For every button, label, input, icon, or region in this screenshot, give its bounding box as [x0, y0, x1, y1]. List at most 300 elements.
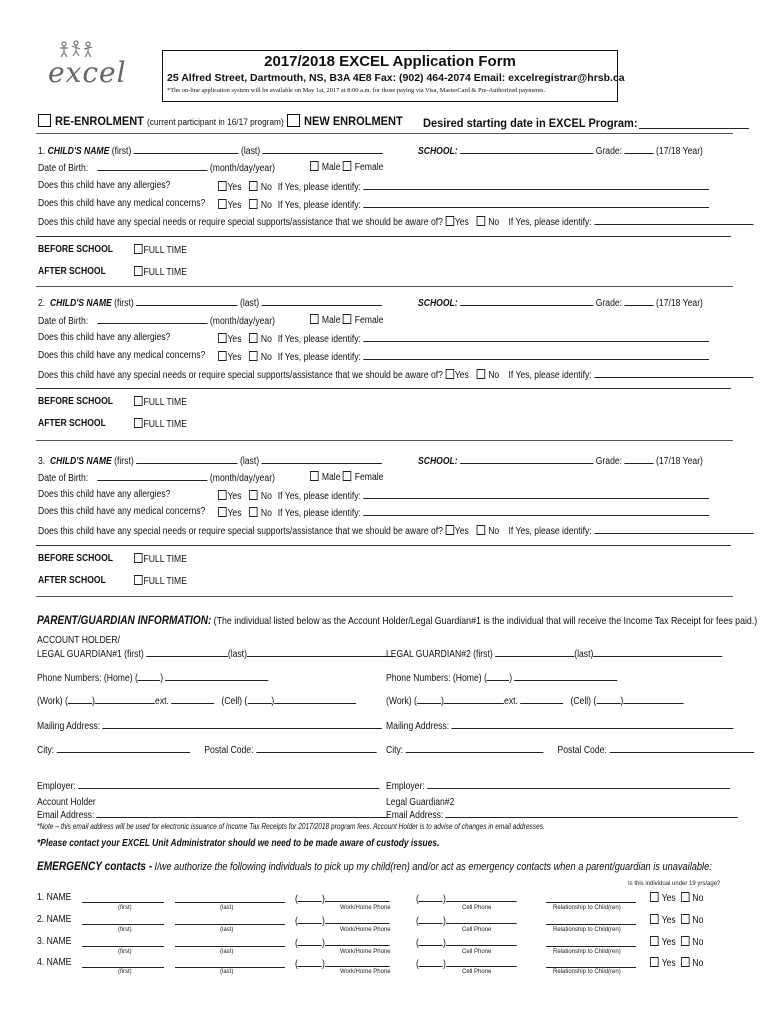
cell-phone-label: (Cell) ( — [221, 696, 248, 707]
relationship-caption: Relationship to Child(ren) — [553, 927, 621, 933]
lg1-first-input[interactable] — [146, 647, 228, 657]
after-school-option[interactable] — [134, 575, 187, 587]
after-fulltime-checkbox[interactable] — [134, 266, 143, 276]
allergies-yes-checkbox[interactable] — [218, 333, 227, 343]
email-address-label: Email Address: — [386, 810, 444, 821]
lg2-city-input[interactable] — [406, 743, 544, 753]
no-label: No — [260, 182, 272, 193]
custody-note: *Please contact your EXCEL Unit Administrator should we need to be made aware of custody issues. — [37, 838, 440, 849]
cell-phone-caption: Cell Phone — [462, 927, 492, 933]
school-label: SCHOOL: — [418, 298, 458, 309]
fulltime-label: FULL TIME — [143, 267, 187, 278]
yes-label: Yes — [227, 352, 242, 363]
dob-format: (month/day/year) — [209, 163, 275, 174]
lg1-employer-input[interactable] — [78, 779, 379, 789]
contact-work-phone-input[interactable] — [325, 914, 390, 924]
dob-input[interactable] — [97, 161, 207, 171]
dob-row — [38, 471, 275, 484]
email-note-row — [37, 822, 656, 831]
gender-row — [310, 314, 383, 326]
last-label: (last) — [574, 649, 594, 660]
lg1-employer-row — [37, 779, 379, 792]
school-label: SCHOOL: — [418, 456, 458, 467]
special-needs-row — [38, 215, 753, 228]
emergency-heading-row — [37, 859, 770, 873]
child-number: 1. — [38, 146, 46, 157]
contact-cell-area-input[interactable] — [419, 936, 443, 946]
contact-cell-area-input[interactable] — [419, 957, 443, 967]
allergies-identify-input[interactable] — [363, 489, 709, 499]
yes-label: Yes — [661, 915, 676, 926]
lg1-label: LEGAL GUARDIAN#1 (first) — [37, 649, 144, 660]
work-phone-caption: Work/Home Phone — [340, 905, 391, 911]
lg2-first-input[interactable] — [495, 647, 574, 657]
parent-heading-note: (The individual listed below as the Account Holder/Legal Guardian#1 is the individual that will receive the Income Tax Receipt for fees paid.) — [213, 615, 758, 627]
yes-label: Yes — [454, 526, 469, 537]
after-school-label: AFTER SCHOOL — [38, 418, 106, 429]
medical-yes-checkbox[interactable] — [218, 351, 227, 361]
fulltime-label: FULL TIME — [143, 576, 187, 587]
name-label: NAME — [46, 957, 72, 968]
male-checkbox[interactable] — [310, 161, 319, 171]
no-label: No — [692, 915, 704, 926]
new-enrolment-option[interactable] — [287, 114, 411, 128]
dob-row — [38, 314, 275, 327]
first-label: (first) — [114, 298, 134, 309]
allergies-identify-input[interactable] — [363, 332, 709, 342]
child-last-name-input[interactable] — [261, 454, 381, 464]
under19-no-checkbox[interactable] — [681, 914, 690, 924]
last-label: (last) — [241, 146, 261, 157]
identify-label: If Yes, please identify: — [277, 491, 361, 502]
grade-label: Grade: — [595, 146, 623, 157]
under19-no-checkbox[interactable] — [681, 892, 690, 902]
divider — [36, 440, 733, 441]
special-needs-row — [38, 368, 753, 381]
contact-relationship-input[interactable] — [546, 958, 636, 968]
yes-label: Yes — [227, 508, 242, 519]
identify-label: If Yes, please identify: — [277, 182, 361, 193]
contact-first-input[interactable] — [82, 893, 164, 903]
identify-label: If Yes, please identify: — [508, 217, 592, 228]
contact-cell-area-input[interactable] — [419, 914, 443, 924]
contact-last-input[interactable] — [175, 937, 285, 947]
postal-label: Postal Code: — [204, 745, 254, 756]
after-fulltime-checkbox[interactable] — [134, 418, 143, 428]
no-label: No — [488, 526, 500, 537]
allergies-yes-checkbox[interactable] — [218, 490, 227, 500]
name-label: NAME — [46, 892, 72, 903]
lg2-mailing-input[interactable] — [451, 719, 733, 729]
lg1-work-area-input[interactable] — [68, 694, 92, 704]
no-label: No — [692, 937, 704, 948]
female-checkbox[interactable] — [343, 471, 352, 481]
dob-label: Date of Birth: — [38, 473, 89, 484]
no-label: No — [488, 217, 500, 228]
re-enrolment-checkbox[interactable] — [38, 114, 51, 127]
lg1-cell-area-input[interactable] — [247, 694, 271, 704]
re-enrolment-note: (current participant in 16/17 program) — [147, 117, 284, 127]
child-name-label: CHILD'S NAME — [49, 456, 112, 467]
special-needs-continuation-line[interactable] — [36, 545, 731, 546]
lg2-postal-input[interactable] — [609, 743, 753, 753]
row-number: 1. — [37, 892, 45, 903]
cell-phone-caption: Cell Phone — [462, 969, 492, 975]
fulltime-label: FULL TIME — [143, 419, 187, 430]
start-date-label: Desired starting date in EXCEL Program: — [423, 116, 638, 130]
identify-label: If Yes, please identify: — [277, 352, 361, 363]
child-name-label: CHILD'S NAME — [49, 298, 112, 309]
relationship-caption: Relationship to Child(ren) — [553, 905, 621, 911]
last-caption: (last) — [220, 927, 234, 933]
school-row — [418, 296, 703, 309]
start-date-field[interactable] — [423, 116, 656, 130]
lg2-email-input[interactable] — [446, 808, 738, 818]
under19-no-checkbox[interactable] — [681, 936, 690, 946]
contact-relationship-input[interactable] — [546, 893, 636, 903]
lg2-cell-phone-input[interactable] — [623, 694, 683, 704]
contact-work-area-input[interactable] — [298, 914, 322, 924]
no-label: No — [260, 200, 272, 211]
female-label: Female — [354, 315, 384, 326]
special-needs-continuation-line[interactable] — [36, 388, 731, 389]
school-input[interactable] — [460, 454, 593, 464]
last-label: (last) — [239, 456, 260, 467]
female-checkbox[interactable] — [343, 161, 352, 171]
city-label: City: — [386, 745, 404, 756]
row-number: 3. — [37, 936, 45, 947]
row-number: 4. — [37, 957, 45, 968]
before-school-label: BEFORE SCHOOL — [38, 244, 114, 255]
special-needs-question: Does this child have any special needs or require special supports/assistance that we should be aware of? — [38, 370, 443, 381]
lg2-home-area-input[interactable] — [487, 671, 509, 681]
special-needs-question: Does this child have any special needs or require special supports/assistance that we should be aware of? — [38, 526, 443, 537]
contact-first-input[interactable] — [82, 915, 164, 925]
medical-question: Does this child have any medical concerns? — [38, 198, 206, 209]
allergies-identify-input[interactable] — [363, 180, 709, 190]
no-label: No — [488, 370, 500, 381]
child-first-name-input[interactable] — [136, 454, 237, 464]
lg1-ext-input[interactable] — [171, 694, 214, 704]
yes-label: Yes — [227, 334, 242, 345]
male-checkbox[interactable] — [310, 314, 319, 324]
school-input[interactable] — [460, 144, 593, 154]
lg1-phone-row: Phone Numbers: (Home) ( ) — [37, 671, 269, 684]
male-checkbox[interactable] — [310, 471, 319, 481]
special-identify-input[interactable] — [594, 524, 753, 534]
lg2-email-row — [386, 797, 738, 821]
first-caption: (first) — [118, 969, 132, 975]
fulltime-label: FULL TIME — [143, 554, 187, 565]
under19-yes-checkbox[interactable] — [650, 892, 659, 902]
identify-label: If Yes, please identify: — [277, 200, 361, 211]
lg1-home-phone-input[interactable] — [165, 671, 268, 681]
medical-identify-input[interactable] — [363, 198, 709, 208]
name-label: NAME — [46, 936, 72, 947]
after-fulltime-checkbox[interactable] — [134, 575, 143, 585]
allergies-no-checkbox[interactable] — [249, 333, 258, 343]
contact-cell-phone-input[interactable] — [446, 957, 517, 967]
first-caption: (first) — [118, 905, 132, 911]
male-label: Male — [321, 162, 341, 173]
medical-no-checkbox[interactable] — [249, 199, 258, 209]
mailing-label: Mailing Address: — [386, 721, 450, 732]
year-label: (17/18 Year) — [656, 146, 703, 157]
parent-heading: PARENT/GUARDIAN INFORMATION: — [37, 613, 212, 627]
special-needs-question: Does this child have any special needs or require special supports/assistance that we should be aware of? — [38, 217, 443, 228]
contact-relationship-input[interactable] — [546, 937, 636, 947]
school-label: SCHOOL: — [418, 146, 458, 157]
allergies-no-checkbox[interactable] — [249, 490, 258, 500]
contact-last-input[interactable] — [175, 893, 285, 903]
relationship-caption: Relationship to Child(ren) — [553, 949, 621, 955]
child-last-name-input[interactable] — [261, 296, 381, 306]
after-school-label: AFTER SCHOOL — [38, 266, 106, 277]
contact-cell-phone-input[interactable] — [446, 936, 517, 946]
header-box — [162, 50, 625, 102]
last-label: (last) — [227, 649, 247, 660]
male-label: Male — [321, 315, 341, 326]
identify-label: If Yes, please identify: — [277, 334, 361, 345]
medical-no-checkbox[interactable] — [249, 351, 258, 361]
dob-label: Date of Birth: — [38, 163, 89, 174]
lg1-email-row — [37, 797, 389, 821]
child-last-name-input[interactable] — [263, 144, 383, 154]
dob-input[interactable] — [97, 471, 207, 481]
postal-label: Postal Code: — [557, 745, 607, 756]
contact-work-area-input[interactable] — [298, 936, 322, 946]
lg2-work-row: (Work) ( ) ext. (Cell) ( ) — [386, 694, 683, 707]
before-school-option[interactable] — [134, 396, 187, 408]
no-label: No — [260, 352, 272, 363]
custody-note-row — [37, 838, 516, 849]
logo-text: excel — [48, 56, 127, 89]
lg2-ext-input[interactable] — [520, 694, 563, 704]
work-phone-caption: Work/Home Phone — [340, 949, 391, 955]
yes-label: Yes — [227, 200, 242, 211]
medical-answer — [218, 350, 709, 363]
employer-label: Employer: — [386, 781, 425, 792]
lg2-city-row — [386, 743, 754, 756]
grade-input[interactable] — [624, 296, 653, 306]
medical-answer — [218, 506, 709, 519]
contact-work-area-input[interactable] — [298, 957, 322, 967]
medical-identify-input[interactable] — [363, 350, 709, 360]
lg1-cell-phone-input[interactable] — [274, 694, 356, 704]
divider — [36, 133, 733, 134]
before-school-label: BEFORE SCHOOL — [38, 553, 114, 564]
home-phone-label: Phone Numbers: (Home) ( — [37, 673, 138, 684]
allergies-question: Does this child have any allergies? — [38, 489, 171, 500]
cell-phone-caption: Cell Phone — [462, 905, 492, 911]
male-label: Male — [321, 472, 341, 483]
no-label: No — [260, 491, 272, 502]
allergies-answer — [218, 180, 709, 193]
last-caption: (last) — [220, 969, 234, 975]
no-label: No — [260, 508, 272, 519]
special-identify-input[interactable] — [594, 215, 753, 225]
lg1-home-area-input[interactable] — [138, 671, 160, 681]
contact-first-input[interactable] — [82, 958, 164, 968]
yes-label: Yes — [661, 958, 676, 969]
allergies-no-checkbox[interactable] — [249, 181, 258, 191]
grade-input[interactable] — [624, 454, 653, 464]
name-label: NAME — [46, 914, 72, 925]
child-name-row — [38, 296, 382, 309]
dob-label: Date of Birth: — [38, 316, 89, 327]
lg1-last-input[interactable] — [247, 647, 393, 657]
contact-work-area-input[interactable] — [298, 892, 322, 902]
new-enrolment-label: NEW ENROLMENT — [304, 114, 403, 128]
row-number: 2. — [37, 914, 45, 925]
yes-label: Yes — [454, 217, 469, 228]
special-needs-continuation-line[interactable] — [36, 236, 731, 237]
contact-work-phone-input[interactable] — [325, 936, 390, 946]
excel-logo — [40, 40, 127, 95]
gender-row — [310, 161, 383, 173]
before-fulltime-checkbox[interactable] — [134, 244, 143, 254]
before-fulltime-checkbox[interactable] — [134, 553, 143, 563]
last-caption: (last) — [220, 905, 234, 911]
dob-format: (month/day/year) — [209, 473, 275, 484]
medical-question: Does this child have any medical concerns? — [38, 350, 206, 361]
grade-input[interactable] — [624, 144, 653, 154]
contact-work-phone-input[interactable] — [325, 892, 390, 902]
contact-last-input[interactable] — [175, 915, 285, 925]
lg1-mailing-input[interactable] — [102, 719, 382, 729]
school-row — [418, 454, 703, 467]
child-name-row — [38, 454, 382, 467]
grade-label: Grade: — [595, 456, 623, 467]
last-label: (last) — [239, 298, 260, 309]
medical-yes-checkbox[interactable] — [218, 507, 227, 517]
after-school-option[interactable] — [134, 418, 187, 430]
special-no-checkbox[interactable] — [476, 369, 485, 379]
lg2-home-phone-input[interactable] — [514, 671, 617, 681]
lg2-employer-input[interactable] — [427, 779, 730, 789]
special-identify-input[interactable] — [594, 368, 753, 378]
dob-format: (month/day/year) — [209, 316, 275, 327]
re-enrolment-label: RE-ENROLMENT — [55, 114, 144, 128]
work-phone-label: (Work) ( — [386, 696, 417, 707]
identify-label: If Yes, please identify: — [508, 370, 592, 381]
mailing-label: Mailing Address: — [37, 721, 101, 732]
child-first-name-input[interactable] — [134, 144, 239, 154]
under19-yes-checkbox[interactable] — [650, 936, 659, 946]
employer-label: Employer: — [37, 781, 76, 792]
child-number: 2. — [38, 298, 46, 309]
contact-cell-phone-input[interactable] — [446, 914, 517, 924]
special-yes-checkbox[interactable] — [445, 525, 454, 535]
grade-label: Grade: — [595, 298, 623, 309]
female-label: Female — [354, 162, 384, 173]
lg2-employer-row — [386, 779, 730, 792]
lg2-cell-area-input[interactable] — [596, 694, 620, 704]
start-date-input[interactable] — [639, 119, 749, 129]
year-label: (17/18 Year) — [656, 298, 703, 309]
under19-yes-checkbox[interactable] — [650, 957, 659, 967]
work-phone-caption: Work/Home Phone — [340, 969, 391, 975]
lg1-name-row — [37, 635, 393, 661]
contact-relationship-input[interactable] — [546, 915, 636, 925]
child-name-row — [38, 144, 383, 157]
account-holder-label: ACCOUNT HOLDER/ — [37, 635, 120, 646]
medical-answer — [218, 198, 709, 211]
after-school-option[interactable] — [134, 266, 187, 278]
cell-phone-label: (Cell) ( — [570, 696, 597, 707]
before-school-option[interactable] — [134, 553, 187, 565]
medical-yes-checkbox[interactable] — [218, 199, 227, 209]
contact-cell-phone-input[interactable] — [446, 892, 517, 902]
re-enrolment-option[interactable] — [38, 114, 304, 128]
lg1-work-phone-input[interactable] — [95, 694, 155, 704]
yes-label: Yes — [454, 370, 469, 381]
under19-no-checkbox[interactable] — [681, 957, 690, 967]
email-note: *Note – this email address will be used for electronic issuance of Income Tax Receipts for 2017/2018 program fees. Account Holder is to advise of changes in email addresses. — [37, 822, 545, 831]
new-enrolment-checkbox[interactable] — [287, 114, 300, 127]
before-fulltime-checkbox[interactable] — [134, 396, 143, 406]
dob-input[interactable] — [97, 314, 207, 324]
special-no-checkbox[interactable] — [476, 216, 485, 226]
lg2-phone-row: Phone Numbers: (Home) ( ) — [386, 671, 618, 684]
cell-phone-caption: Cell Phone — [462, 949, 492, 955]
yes-label: Yes — [661, 893, 676, 904]
lg2-label: LEGAL GUARDIAN#2 (first) — [386, 649, 493, 660]
lg1-mailing-row — [37, 719, 382, 732]
school-input[interactable] — [460, 296, 593, 306]
lg2-last-input[interactable] — [593, 647, 722, 657]
work-phone-caption: Work/Home Phone — [340, 927, 391, 933]
lg2-work-area-input[interactable] — [417, 694, 441, 704]
contact-cell-area-input[interactable] — [419, 892, 443, 902]
before-school-option[interactable] — [134, 244, 187, 256]
medical-question: Does this child have any medical concerns? — [38, 506, 206, 517]
ext-label: ext. — [155, 696, 169, 707]
no-label: No — [692, 893, 704, 904]
before-school-label: BEFORE SCHOOL — [38, 396, 114, 407]
medical-identify-input[interactable] — [363, 506, 709, 516]
no-label: No — [692, 958, 704, 969]
special-yes-checkbox[interactable] — [445, 216, 454, 226]
contact-last-input[interactable] — [175, 958, 285, 968]
first-label: (first) — [114, 456, 134, 467]
lg1-city-input[interactable] — [57, 743, 190, 753]
work-phone-label: (Work) ( — [37, 696, 68, 707]
year-label: (17/18 Year) — [656, 456, 703, 467]
emergency-heading-text: I/we authorize the following individuals to pick up my child(ren) and/or act as emergency contacts when a parent/guardian is unavailable: — [154, 861, 712, 873]
divider — [36, 286, 733, 287]
lg1-email-input[interactable] — [97, 808, 389, 818]
child-first-name-input[interactable] — [136, 296, 237, 306]
medical-no-checkbox[interactable] — [249, 507, 258, 517]
lg2-work-phone-input[interactable] — [444, 694, 504, 704]
child-name-label: CHILD'S NAME — [47, 146, 110, 157]
special-yes-checkbox[interactable] — [445, 369, 454, 379]
allergies-yes-checkbox[interactable] — [218, 181, 227, 191]
contact-work-phone-input[interactable] — [325, 957, 390, 967]
city-label: City: — [37, 745, 55, 756]
header-note: *The on-line application system will be available on May 1st, 2017 at 8:00 a.m. for those paying via Visa, MasterCard & Pre-Authorized payments. — [167, 87, 546, 94]
child-number: 3. — [38, 456, 46, 467]
age-question: Is this individual under 19 yrs/age? — [628, 881, 721, 887]
no-label: No — [260, 334, 272, 345]
school-row — [418, 144, 703, 157]
under19-yes-checkbox[interactable] — [650, 914, 659, 924]
lg1-postal-input[interactable] — [256, 743, 376, 753]
contact-first-input[interactable] — [82, 937, 164, 947]
female-checkbox[interactable] — [343, 314, 352, 324]
special-no-checkbox[interactable] — [476, 525, 485, 535]
